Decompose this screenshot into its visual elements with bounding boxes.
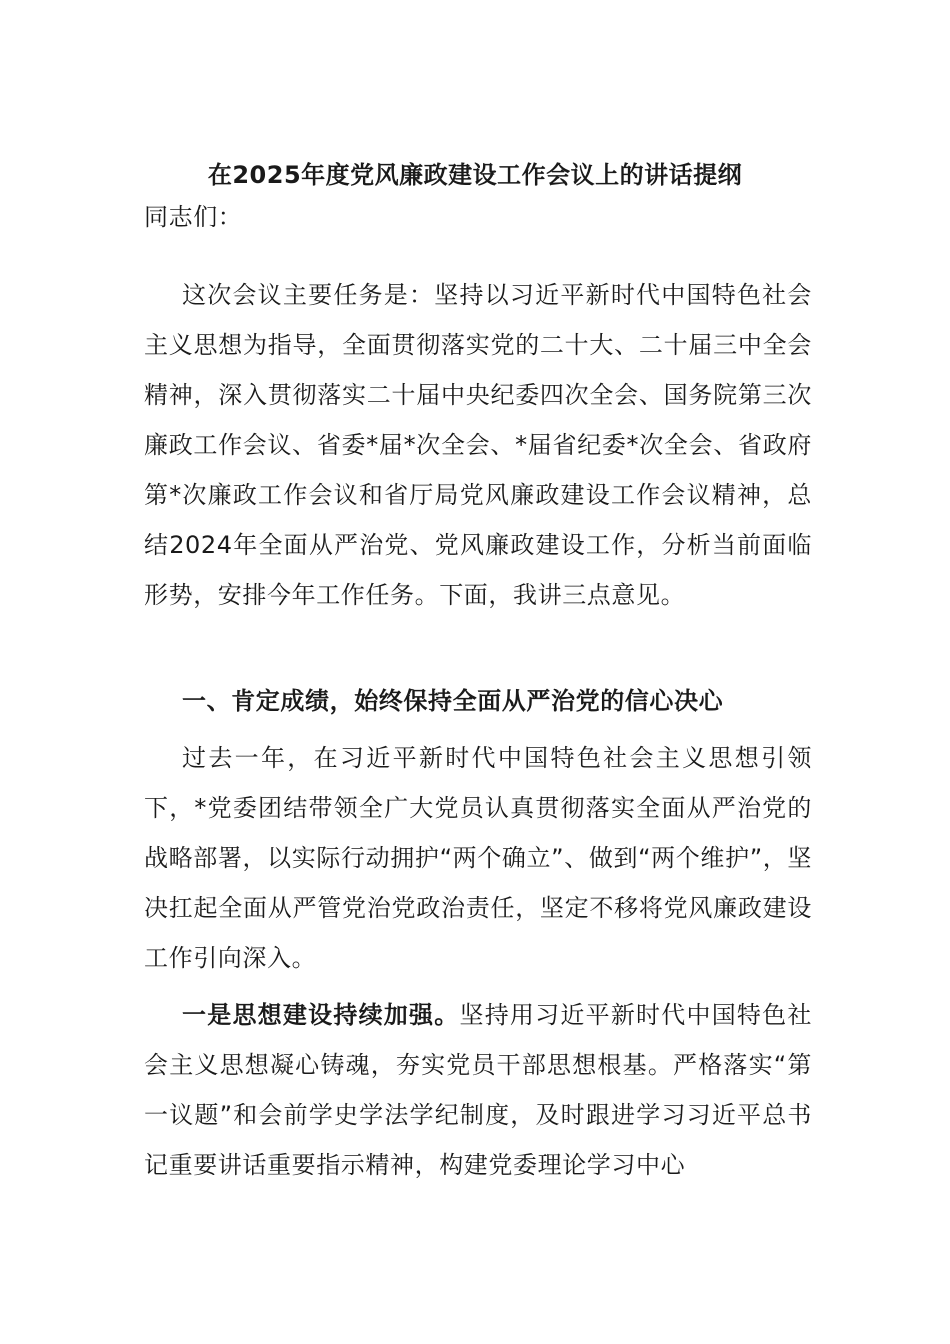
paragraph-body-text: 坚持用习近平新时代中国特色社会主义思想凝心铸魂，夯实党员干部思想根基。严格落实“第一议题”和会前学史学法学纪制度，及时跟进学习习近平总书记重要讲话重要指示精神，构建党委理论学习中心 [144,1001,812,1179]
paragraph-achievements: 过去一年，在习近平新时代中国特色社会主义思想引领下，*党委团结带领全广大党员认真贯彻落实全面从严治党的战略部署，以实际行动拥护“两个确立”、做到“两个维护”，坚决扛起全面从严管党治党政治责任，坚定不移将党风廉政建设工作引向深入。 [144,744,812,972]
document-title: 在2025年度党风廉政建设工作会议上的讲话提纲 [207,161,743,189]
paragraph-lead-bold: 一是思想建设持续加强。 [182,1001,460,1029]
paragraph-intro: 这次会议主要任务是：坚持以习近平新时代中国特色社会主义思想为指导，全面贯彻落实党的二十大、二十届三中全会精神，深入贯彻落实二十届中央纪委四次全会、国务院第三次廉政工作会议、省委*届*次全会、*届省纪委*次全会、省政府第*次廉政工作会议和省厅局党风廉政建设工作会议精神，总结2024年全面从严治党、党风廉政建设工作，分析当前面临形势，安排今年工作任务。下面，我讲三点意见。 [144,281,812,609]
section-heading-one: 一、肯定成绩，始终保持全面从严治党的信心决心 [182,687,724,715]
salutation: 同志们： [144,203,243,231]
paragraph-ideology [144,990,812,1190]
